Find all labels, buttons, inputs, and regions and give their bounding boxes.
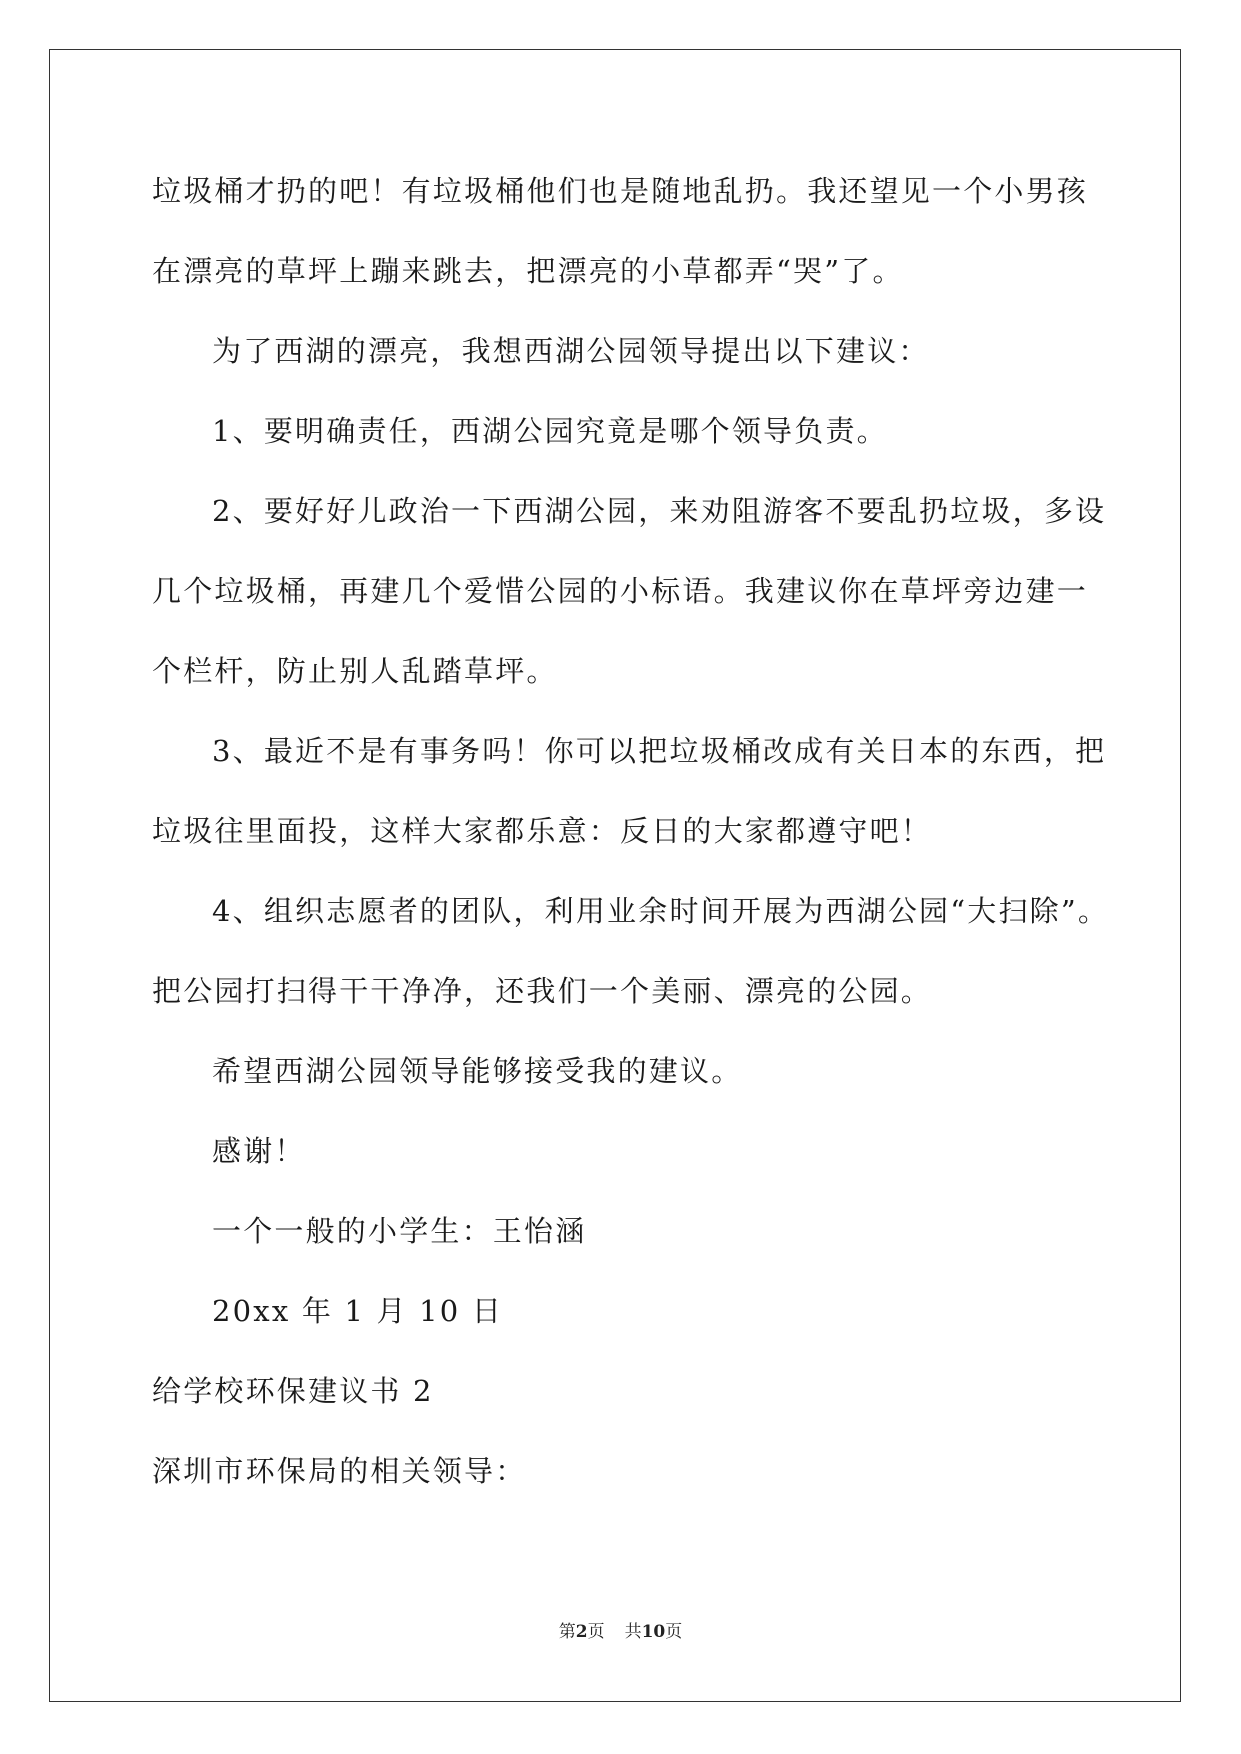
body-line: 垃圾桶才扔的吧！有垃圾桶他们也是随地乱扔。我还望见一个小男孩 (152, 174, 1089, 208)
footer-total-prefix: 共 (624, 1622, 642, 1642)
section-title: 给学校环保建议书 2 (152, 1374, 434, 1408)
footer-page-total: 10 (641, 1622, 666, 1642)
paragraph-line: 2、要好好儿政治一下西湖公园，来劝阻游客不要乱扔垃圾，多设 (212, 494, 1107, 528)
closing-thanks: 感谢！ (212, 1134, 306, 1168)
body-line: 垃圾往里面投，这样大家都乐意：反日的大家都遵守吧！ (152, 814, 933, 848)
footer-total-suffix: 页 (665, 1622, 683, 1642)
body-line: 把公园打扫得干干净净，还我们一个美丽、漂亮的公园。 (152, 974, 933, 1008)
body-line: 个栏杆，防止别人乱踏草坪。 (152, 654, 558, 688)
date-line: 20xx 年 1 月 10 日 (212, 1294, 504, 1328)
salutation-line: 深圳市环保局的相关领导： (152, 1454, 527, 1488)
footer-page-prefix: 第 (558, 1622, 576, 1642)
page-footer (0, 1621, 1241, 1643)
signature-line: 一个一般的小学生：王怡涵 (212, 1214, 587, 1248)
paragraph-line: 希望西湖公园领导能够接受我的建议。 (212, 1054, 743, 1088)
paragraph-line: 1、要明确责任，西湖公园究竟是哪个领导负责。 (212, 414, 888, 448)
body-line: 几个垃圾桶，再建几个爱惜公园的小标语。我建议你在草坪旁边建一 (152, 574, 1089, 608)
paragraph-line: 4、组织志愿者的团队，利用业余时间开展为西湖公园“大扫除”。 (212, 894, 1110, 928)
paragraph-line: 3、最近不是有事务吗！你可以把垃圾桶改成有关日本的东西，把 (212, 734, 1107, 768)
body-line: 在漂亮的草坪上蹦来跳去，把漂亮的小草都弄“哭”了。 (152, 254, 904, 288)
footer-page-current: 2 (575, 1622, 588, 1642)
paragraph-line: 为了西湖的漂亮，我想西湖公园领导提出以下建议： (212, 334, 930, 368)
footer-page-suffix: 页 (587, 1622, 605, 1642)
